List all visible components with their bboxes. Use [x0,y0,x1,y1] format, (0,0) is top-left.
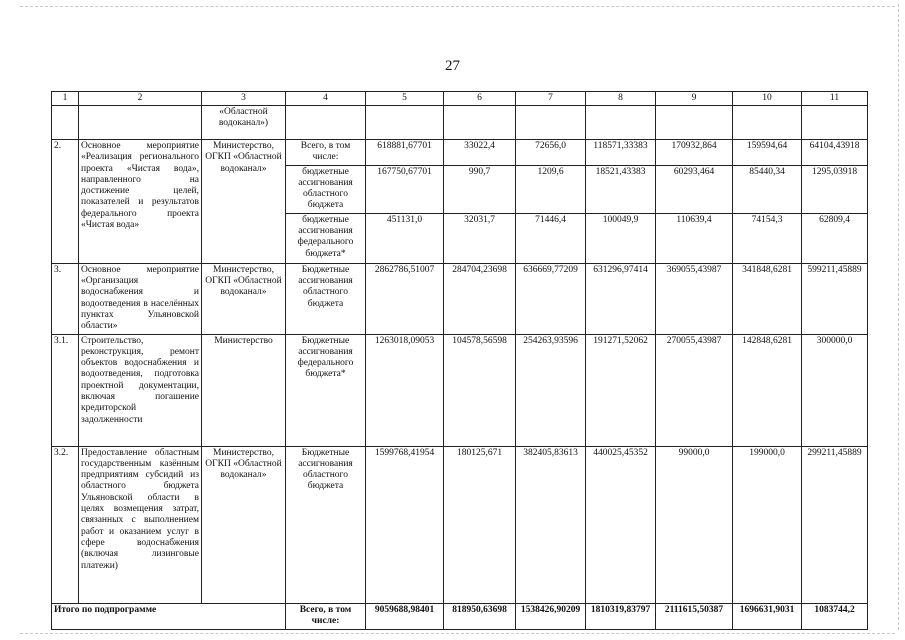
table-cell [586,106,656,140]
total-value: 1696631,9031 [733,603,802,629]
value-cell: 71446,4 [516,213,586,263]
scan-edge-top [20,6,895,7]
executor-cell: Министерство, ОГКП «Областной водоканал» [202,140,286,264]
table-cell [52,106,79,140]
value-cell: 451131,0 [366,213,444,263]
value-cell: 118571,33383 [586,140,656,166]
total-value: 1083744,2 [802,603,868,629]
value-cell: 191271,52062 [586,334,656,446]
funding-source: Всего, в том числе: [286,603,366,629]
column-header: 7 [516,92,586,106]
total-value: 2111615,50387 [656,603,733,629]
table-cell [286,106,366,140]
value-cell: 299211,45889 [802,446,868,603]
column-header: 11 [802,92,868,106]
funding-source: Бюджетные ассигнования федерального бюджета* [286,334,366,446]
table-row [52,140,868,166]
column-header: 6 [444,92,516,106]
value-cell: 599211,45889 [802,263,868,334]
column-header: 4 [286,92,366,106]
value-cell: 1599768,41954 [366,446,444,603]
value-cell: 142848,6281 [733,334,802,446]
activity-name: Основное мероприятие «Организация водоснабжения и водоотведения в населённых пунктах Ульяновской области» [79,263,202,334]
column-header: 9 [656,92,733,106]
row-number: 2. [52,140,79,264]
page-number: 27 [445,58,460,74]
executor-cell: Министерство, ОГКП «Областной водоканал» [202,446,286,603]
funding-source: Бюджетные ассигнования областного бюджета [286,263,366,334]
column-header-row [52,92,868,106]
funding-source: бюджетные ассигнования федерального бюджета* [286,213,366,263]
value-cell: 199000,0 [733,446,802,603]
column-header: 3 [202,92,286,106]
executor-cell: Министерство, ОГКП «Областной водоканал» [202,263,286,334]
value-cell: 64104,43918 [802,140,868,166]
value-cell: 382405,83613 [516,446,586,603]
value-cell: 636669,77209 [516,263,586,334]
scan-edge-right [898,4,899,630]
activity-name: Строительство, реконструкция, ремонт объектов водоснабжения и водоотведения, подготовка проектной документации, включая погашение кредиторской задолженности [79,334,202,446]
column-header: 1 [52,92,79,106]
total-row [52,603,868,629]
column-header: 2 [79,92,202,106]
value-cell: 167750,67701 [366,165,444,213]
value-cell: 1263018,09053 [366,334,444,446]
value-cell: 341848,6281 [733,263,802,334]
value-cell: 99000,0 [656,446,733,603]
table-cell [516,106,586,140]
column-header: 10 [733,92,802,106]
activity-name: Предоставление областным государственным казённым предприятиям субсидий из областного бюджета Ульяновской области в целях возмещения затрат, связанных с выполнением работ и оказанием услуг в сфере водоснабжения (включая лизинговые платежи) [79,446,202,603]
value-cell: 100049,9 [586,213,656,263]
column-header: 5 [366,92,444,106]
column-header: 8 [586,92,656,106]
value-cell: 284704,23698 [444,263,516,334]
total-value: 1810319,83797 [586,603,656,629]
row-number: 3. [52,263,79,334]
value-cell: 62809,4 [802,213,868,263]
value-cell: 631296,97414 [586,263,656,334]
executor-cell: «Областной водоканал») [202,106,286,140]
value-cell: 104578,56598 [444,334,516,446]
continuation-row [52,106,868,140]
executor-cell: Министерство [202,334,286,446]
table-cell [366,106,444,140]
total-label: Итого по подпрограмме [52,603,286,629]
value-cell: 74154,3 [733,213,802,263]
value-cell: 990,7 [444,165,516,213]
value-cell: 2862786,51007 [366,263,444,334]
table-cell [656,106,733,140]
row-number: 3.2. [52,446,79,603]
value-cell: 32031,7 [444,213,516,263]
value-cell: 300000,0 [802,334,868,446]
activity-name: Основное мероприятие «Реализация регионального проекта «Чистая вода», направленного на достижение целей, показателей и результатов федерального проекта «Чистая вода» [79,140,202,264]
value-cell: 18521,43383 [586,165,656,213]
value-cell: 72656,0 [516,140,586,166]
table-row [52,263,868,334]
total-value: 818950,63698 [444,603,516,629]
row-number: 3.1. [52,334,79,446]
value-cell: 369055,43987 [656,263,733,334]
table-row [52,446,868,603]
total-value: 1538426,90209 [516,603,586,629]
value-cell: 33022,4 [444,140,516,166]
value-cell: 85440,34 [733,165,802,213]
table-cell [802,106,868,140]
value-cell: 1209,6 [516,165,586,213]
table-cell [733,106,802,140]
funding-table [51,91,868,630]
value-cell: 170932,864 [656,140,733,166]
value-cell: 618881,67701 [366,140,444,166]
value-cell: 180125,671 [444,446,516,603]
table-row [52,334,868,446]
funding-source: Бюджетные ассигнования областного бюджета [286,446,366,603]
funding-source: бюджетные ассигнования областного бюджета [286,165,366,213]
value-cell: 1295,03918 [802,165,868,213]
value-cell: 159594,64 [733,140,802,166]
value-cell: 110639,4 [656,213,733,263]
value-cell: 60293,464 [656,165,733,213]
value-cell: 270055,43987 [656,334,733,446]
funding-source: Всего, в том числе: [286,140,366,166]
total-value: 9059688,98401 [366,603,444,629]
table-cell [79,106,202,140]
value-cell: 440025,45352 [586,446,656,603]
scan-edge-bottom [20,633,895,634]
table-cell [444,106,516,140]
value-cell: 254263,93596 [516,334,586,446]
